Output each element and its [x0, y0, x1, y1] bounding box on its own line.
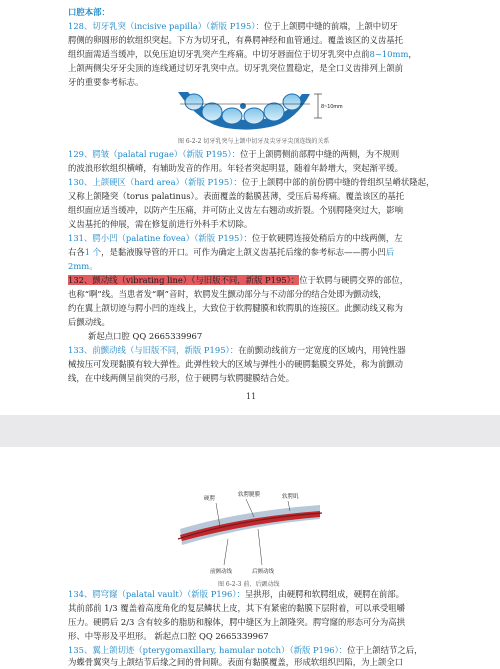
paragraph-130-line-2: 又称上颌隆突（torus palatinus）。表面覆盖的黏膜甚薄，受压后易疼痛。覆盖该区的基托: [68, 191, 405, 201]
paragraph-129-line-2: 的波浪形软组织横嵴，有辅助发音的作用。年轻者突起明显，随着年龄增大，突起渐平缓。: [68, 163, 403, 173]
text: 位于上颌腭中缝的前端，上颌中切牙: [263, 21, 398, 31]
tooth: [244, 108, 264, 124]
tooth: [222, 108, 242, 124]
tooth: [264, 103, 284, 121]
text: 组织面需适当缓冲，以免压迫切牙乳突产生疼痛。中切牙唇面位于切牙乳突中点前: [68, 49, 370, 59]
paragraph-133-line-3: 线，在中线两侧呈前突的弓形，位于硬腭与软腭腱膜结合处。: [68, 373, 295, 383]
paragraph-131-line-3: 2mm。: [68, 261, 98, 271]
term-vibrating-line: 132、颤动线（vibrating line）（与旧版不同，新版 P195）：: [68, 275, 300, 285]
leader-line: [258, 529, 262, 565]
text: 在前颤动线前方一定宽度的区域内，用钝性器: [238, 345, 406, 355]
watermark-qq: 新起点口腔 QQ 2665339967: [88, 331, 203, 341]
incisive-papilla-figure: [170, 88, 343, 134]
text: ，是黏液腺导管的开口。可作为确定上颌义齿基托后缘的参考标志——腭小凹: [101, 247, 386, 257]
paragraph-134-line-3: 压力。硬腭后 2/3 含有较多的脂肪和腺体，腭中缝区为上颌隆突。腭穹窿的形态可分为高拱: [68, 617, 406, 627]
label-posterior-line: 后颤动线: [252, 569, 275, 575]
paragraph-134-line-1: [68, 587, 440, 601]
section-header: 口腔本部：: [68, 7, 110, 17]
paragraph-132-line-4: 后颤动线。: [68, 317, 110, 327]
figure-caption-6-2-3: 图 6-2-3 前、后颤动线: [218, 581, 280, 588]
measurement: 8~10mm: [369, 49, 409, 59]
term-hard-area: 130、上颌硬区（hard area）（新版 P195）：: [68, 177, 242, 187]
dimension-label: 8~10mm: [321, 104, 343, 110]
term-incisive-papilla: 128、切牙乳突（incisive papilla）（新版 P195）：: [68, 21, 264, 31]
tooth: [185, 94, 203, 110]
term-palatal-vault: 134、腭穹窿（palatal vault）（新版 P196）：: [68, 589, 245, 599]
figure-caption-6-2-2: 图 6-2-2 切牙乳突与上颌中切牙及尖牙牙尖顶连线的关系: [178, 138, 330, 145]
paragraph-130-line-4: 义齿基托的伸展，需在修复前进行外科手术切除。: [68, 219, 253, 229]
paragraph-134-line-4: 形、中等形及平坦形。 新起点口腔 QQ 2665339967: [68, 631, 269, 641]
paragraph-134-line-2: 其前部前 1/3 覆盖着高度角化的复层鳞状上皮，其下有紧密的黏膜下层附着，可以承受咀嚼: [68, 603, 406, 613]
label-anterior-line: 前颤动线: [210, 569, 233, 575]
paragraph-130-line-3: 组织面应适当缓冲，以防产生压痛，并可防止义齿左右翘动或折裂。个别腭隆突过大，影响: [68, 205, 403, 215]
text: 位于软腭与硬腭交界的部位，: [299, 275, 409, 285]
label-hard-palate: 硬腭: [204, 496, 216, 502]
text: 右各: [68, 247, 85, 257]
paragraph-129-line-1: [68, 147, 440, 161]
label-aponeurosis: 软腭腱膜: [238, 492, 261, 498]
page-gap: [0, 415, 500, 447]
paragraph-128-line-3: [68, 47, 440, 61]
paragraph-133-line-1: [68, 343, 440, 357]
term-palatine-fovea: 131、腭小凹（palatine fovea）（新版 P195）：: [68, 233, 252, 243]
paragraph-128-line-1: [68, 19, 440, 33]
paragraph-128-line-2: 腭侧的卵圆形的软组织突起。下方为切牙孔，有鼻腭神经和血管通过。覆盖该区的义齿基托: [68, 35, 403, 45]
paragraph-128-line-5: 牙的重要参考标志。: [68, 77, 144, 87]
text: 位于上颌腭中部的前份腭中缝的骨组织呈嵴状隆起，: [241, 177, 435, 187]
term-anterior-vibrating-line: 133、前颤动线（与旧版不同，新版 P195）：: [68, 345, 239, 355]
document-sheet-2: [0, 447, 500, 667]
text: 呈拱形，由硬腭和软腭组成，硬腭在前部。: [244, 589, 405, 599]
label-soft-palate-muscle: 软腭肌: [282, 494, 299, 500]
text: ，: [408, 49, 417, 59]
vibrating-line-figure: [170, 489, 340, 579]
tooth: [202, 103, 222, 121]
paragraph-130-line-1: [68, 175, 440, 189]
term-hamular-notch: 135、翼上颌切迹（pterygomaxillary, hamular notch）（新版 P196）：: [68, 645, 348, 655]
text: 后: [385, 247, 395, 257]
page-number: 11: [246, 392, 257, 401]
term-palatal-rugae: 129、腭皱（palatal rugae）（新版 P195）：: [68, 149, 241, 159]
paragraph-132-line-3: 约在翼上颌切迹与腭小凹的连线上，大致位于软腭腱膜和软腭肌的连接区。此颤动线又称为: [68, 303, 403, 313]
count: 1 个: [84, 247, 102, 257]
paragraph-128-line-4: 上颌两侧尖牙牙尖顶的连线通过切牙乳突中点。切牙乳突位置稳定，是全口义齿排列上颌前: [68, 63, 403, 73]
paragraph-131-line-1: [68, 231, 440, 245]
text: 位于软硬腭连接处稍后方的中线两侧，左: [251, 233, 403, 243]
paragraph-135-line-2: 为蝶骨翼突与上颌结节后缘之间的骨间隙。表面有黏膜覆盖，形成软组织凹陷，为上颌全口: [68, 657, 403, 667]
tooth: [283, 94, 301, 110]
paragraph-132-line-2: 也称“啊”线。当患者发“啊”音时，软腭发生颤动部分与不动部分的结合处即为颤动线，: [68, 289, 387, 299]
leader-line: [224, 539, 228, 565]
text: 位于上颌结节之后，: [347, 645, 423, 655]
paragraph-132-line-1: [68, 273, 440, 287]
paragraph-133-line-2: 械按压可发现黏膜有较大弹性。此弹性较大的区域与弹性小的硬腭黏膜交界处，称为前颤动: [68, 359, 403, 369]
paragraph-131-line-2: [68, 245, 440, 259]
text: 位于上颌腭侧前部腭中缝的两侧，为不规则: [240, 149, 400, 159]
